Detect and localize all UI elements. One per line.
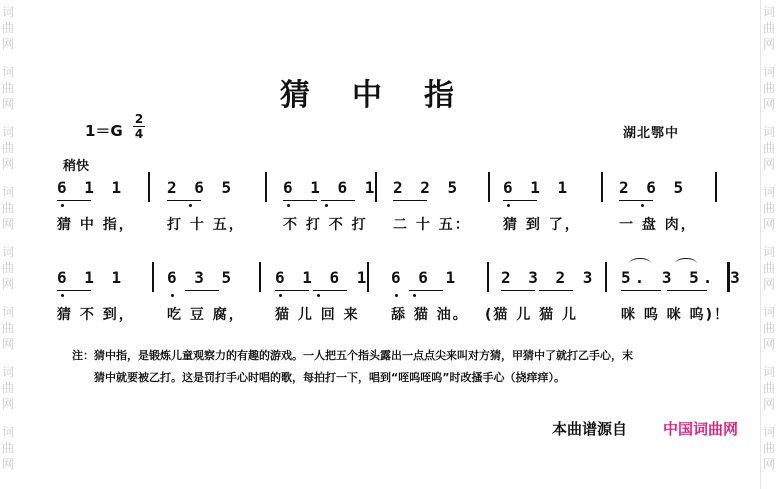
octave-dot	[61, 294, 64, 297]
time-signature	[133, 113, 145, 140]
song-origin: 湖北鄂中	[623, 126, 680, 141]
watermark-glyph: 网	[2, 97, 15, 111]
annotation-line-2: 猜中就要被乙打。这是罚打手心时唱的歌，每拍打一下，唱到“咥呜咥呜”时改搔手心（挠痒痒）。	[94, 371, 565, 384]
tie-arc	[675, 258, 697, 269]
measure-notes: 2 6 5	[619, 178, 688, 197]
watermark-glyph: 网	[2, 397, 15, 411]
watermark-glyph: 曲	[2, 261, 15, 275]
beam-line	[283, 200, 317, 201]
brand-link[interactable]: 中国词曲网	[663, 420, 739, 438]
watermark-glyph: 网	[763, 397, 776, 411]
watermark-glyph: 网	[2, 337, 15, 351]
watermark-glyph: 曲	[763, 261, 776, 275]
octave-dot	[61, 204, 64, 207]
octave-dot	[325, 204, 328, 207]
watermark-glyph: 网	[763, 37, 776, 51]
watermark-glyph: 网	[763, 457, 776, 471]
watermark-glyph: 网	[763, 337, 776, 351]
score-row-1	[55, 178, 735, 238]
tempo-marking: 稍快	[63, 159, 90, 174]
beam-line	[313, 290, 347, 291]
beam-line	[167, 200, 201, 201]
lyric-text: 咪 呜 咪 呜)！	[621, 307, 731, 323]
watermark-glyph: 网	[2, 217, 15, 231]
watermark-glyph: 词	[763, 425, 776, 439]
watermark-glyph: 词	[2, 65, 15, 79]
measure-notes: 6 1 6 1	[283, 178, 379, 197]
measure-notes: 6 1 6 1	[275, 268, 371, 287]
lyric-text: 舔 猫 油。	[391, 307, 469, 323]
beam-line	[503, 200, 537, 201]
watermark-glyph: 词	[763, 305, 776, 319]
measure-notes: 2 6 5	[167, 178, 236, 197]
watermark-glyph: 词	[763, 365, 776, 379]
octave-dot	[317, 294, 320, 297]
barline	[152, 262, 154, 292]
measure-notes: 6 6 1	[391, 268, 460, 287]
barline	[487, 262, 489, 292]
watermark-glyph: 曲	[763, 321, 776, 335]
watermark-glyph: 网	[763, 97, 776, 111]
watermark-right	[760, 0, 783, 489]
watermark-glyph: 词	[2, 425, 15, 439]
watermark-glyph: 曲	[763, 81, 776, 95]
watermark-glyph: 词	[2, 185, 15, 199]
source-label: 本曲谱源自	[552, 420, 628, 438]
lyric-text: 猜 到 了，	[503, 217, 581, 233]
watermark-glyph: 网	[2, 157, 15, 171]
watermark-glyph: 网	[763, 217, 776, 231]
octave-dot	[287, 204, 290, 207]
lyric-text: 猜 不 到，	[57, 307, 135, 323]
barline	[601, 172, 603, 202]
measure-notes: 2 2 5	[393, 178, 462, 197]
watermark-glyph: 曲	[2, 81, 15, 95]
lyric-text: 二 十 五：	[393, 217, 471, 233]
watermark-glyph: 曲	[2, 381, 15, 395]
beam-line	[621, 290, 661, 291]
watermark-glyph: 曲	[763, 141, 776, 155]
beam-line	[501, 290, 535, 291]
watermark-glyph: 词	[763, 65, 776, 79]
lyric-text: 打 十 五，	[167, 217, 245, 233]
tie-arc	[629, 258, 651, 269]
measure-notes: 5. 3 5. 3	[621, 268, 744, 287]
beam-line	[539, 290, 573, 291]
lyric-text: 猜 中 指，	[57, 217, 135, 233]
octave-dot	[641, 204, 644, 207]
barline	[265, 172, 267, 202]
watermark-glyph: 词	[2, 365, 15, 379]
octave-dot	[413, 294, 416, 297]
watermark-glyph: 网	[2, 457, 15, 471]
beam-line	[321, 200, 355, 201]
beam-line	[57, 200, 91, 201]
watermark-glyph: 词	[2, 245, 15, 259]
watermark-glyph: 词	[763, 125, 776, 139]
watermark-glyph: 曲	[2, 321, 15, 335]
watermark-glyph: 曲	[2, 441, 15, 455]
watermark-glyph: 曲	[763, 21, 776, 35]
measure-notes: 6 1 1	[57, 178, 126, 197]
measure-notes: 6 3 5	[167, 268, 236, 287]
watermark-glyph: 网	[2, 277, 15, 291]
watermark-glyph: 词	[2, 5, 15, 19]
annotation-line-1: 注：猜中指，是锻炼儿童观察力的有趣的游戏。一人把五个指头露出一点点尖来叫对方猜，甲猜中了就打乙手心，末	[72, 349, 633, 362]
measure-notes: 2 3 2 3	[501, 268, 597, 287]
barline	[259, 262, 261, 292]
measure-notes: 6 1 1	[503, 178, 572, 197]
watermark-glyph: 词	[2, 305, 15, 319]
barline	[488, 172, 490, 202]
watermark-glyph: 曲	[763, 381, 776, 395]
barline	[148, 172, 150, 202]
beam-line	[275, 290, 309, 291]
beam-line	[409, 290, 443, 291]
lyric-text: 猫 儿 回 来	[275, 307, 360, 323]
watermark-glyph: 网	[763, 157, 776, 171]
watermark-glyph: 词	[763, 245, 776, 259]
time-signature-bottom: 4	[134, 127, 144, 141]
beam-line	[185, 290, 219, 291]
key-signature: 1＝G	[85, 122, 123, 140]
beam-line	[393, 200, 427, 201]
watermark-glyph: 曲	[2, 201, 15, 215]
beam-line	[619, 200, 653, 201]
measure-notes: 6 1 1	[57, 268, 126, 287]
lyric-text: 一 盘 肉，	[619, 217, 697, 233]
watermark-glyph: 网	[2, 37, 15, 51]
watermark-glyph: 曲	[2, 21, 15, 35]
watermark-glyph: 词	[2, 125, 15, 139]
song-title: 猜中指	[280, 78, 496, 113]
watermark-glyph: 曲	[763, 201, 776, 215]
watermark-glyph: 曲	[763, 441, 776, 455]
octave-dot	[189, 204, 192, 207]
lyric-text: 吃 豆 腐，	[167, 307, 245, 323]
watermark-left	[0, 0, 22, 489]
lyric-text: (猫 儿 猫 儿	[485, 307, 579, 323]
beam-line	[667, 290, 707, 291]
watermark-glyph: 曲	[2, 141, 15, 155]
watermark-glyph: 词	[763, 185, 776, 199]
watermark-glyph: 网	[763, 277, 776, 291]
barline	[715, 172, 717, 202]
beam-line	[57, 290, 91, 291]
watermark-glyph: 词	[763, 5, 776, 19]
annotation-note	[72, 345, 732, 389]
lyric-text: 不 打 不 打	[283, 217, 368, 233]
octave-dot	[279, 294, 282, 297]
octave-dot	[507, 204, 510, 207]
score-row-2	[55, 268, 744, 328]
octave-dot	[395, 294, 398, 297]
time-signature-top: 2	[134, 112, 144, 126]
barline	[605, 262, 607, 292]
octave-dot	[171, 294, 174, 297]
